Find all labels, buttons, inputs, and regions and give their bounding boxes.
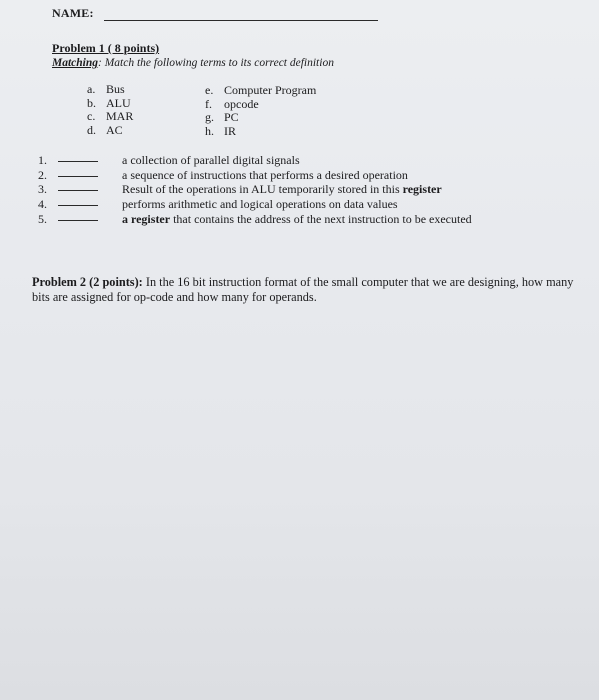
- definition-text: Result of the operations in ALU temporarily stored in this register: [122, 182, 442, 197]
- name-blank-line: [104, 20, 378, 21]
- answer-blank[interactable]: [58, 161, 98, 162]
- term-item: b. ALU: [87, 95, 131, 110]
- term-item: f. opcode: [205, 96, 259, 111]
- definition-text: a collection of parallel digital signals: [122, 153, 300, 167]
- question-row: 5. a register that contains the address of the next instruction to be executed: [38, 211, 472, 226]
- answer-blank[interactable]: [58, 190, 98, 191]
- term-item: a. Bus: [87, 82, 125, 96]
- definition-text: performs arithmetic and logical operations on data values: [122, 197, 398, 212]
- term-item: g. PC: [205, 110, 239, 124]
- term-item: h. IR: [205, 123, 236, 138]
- instruction-text: : Match the following terms to its correct definition: [98, 57, 334, 69]
- term-item: d. AC: [87, 122, 123, 137]
- answer-blank[interactable]: [58, 176, 98, 177]
- term-item: e. Computer Program: [205, 83, 317, 97]
- answer-blank[interactable]: [58, 220, 98, 221]
- problem1-instructions: [52, 57, 334, 69]
- problem2-body: In the 16 bit instruction format of the small computer that we are designing, how many bits are assigned for op-code and how many for operands.: [32, 275, 574, 304]
- definition-text: a sequence of instructions that performs a desired operation: [122, 167, 408, 182]
- terms-right-list: [205, 84, 316, 138]
- question-row: 1. a collection of parallel digital signals: [38, 153, 300, 167]
- matching-questions: [38, 153, 472, 226]
- problem2-text: [32, 275, 582, 305]
- problem1-title: Problem 1 ( 8 points): [52, 41, 160, 55]
- question-row: 3. Result of the operations in ALU temporarily stored in this register: [38, 182, 442, 197]
- question-row: 4. performs arithmetic and logical operations on data values: [38, 197, 398, 212]
- instruction-label: Matching: [52, 57, 99, 69]
- name-label: NAME:: [52, 6, 94, 20]
- definition-text: a register that contains the address of the next instruction to be executed: [122, 211, 472, 226]
- terms-left-list: [87, 83, 133, 137]
- term-item: c. MAR: [87, 109, 134, 123]
- problem2-label: Problem 2 (2 points):: [32, 275, 143, 289]
- question-row: 2. a sequence of instructions that performs a desired operation: [38, 167, 408, 182]
- answer-blank[interactable]: [58, 205, 98, 206]
